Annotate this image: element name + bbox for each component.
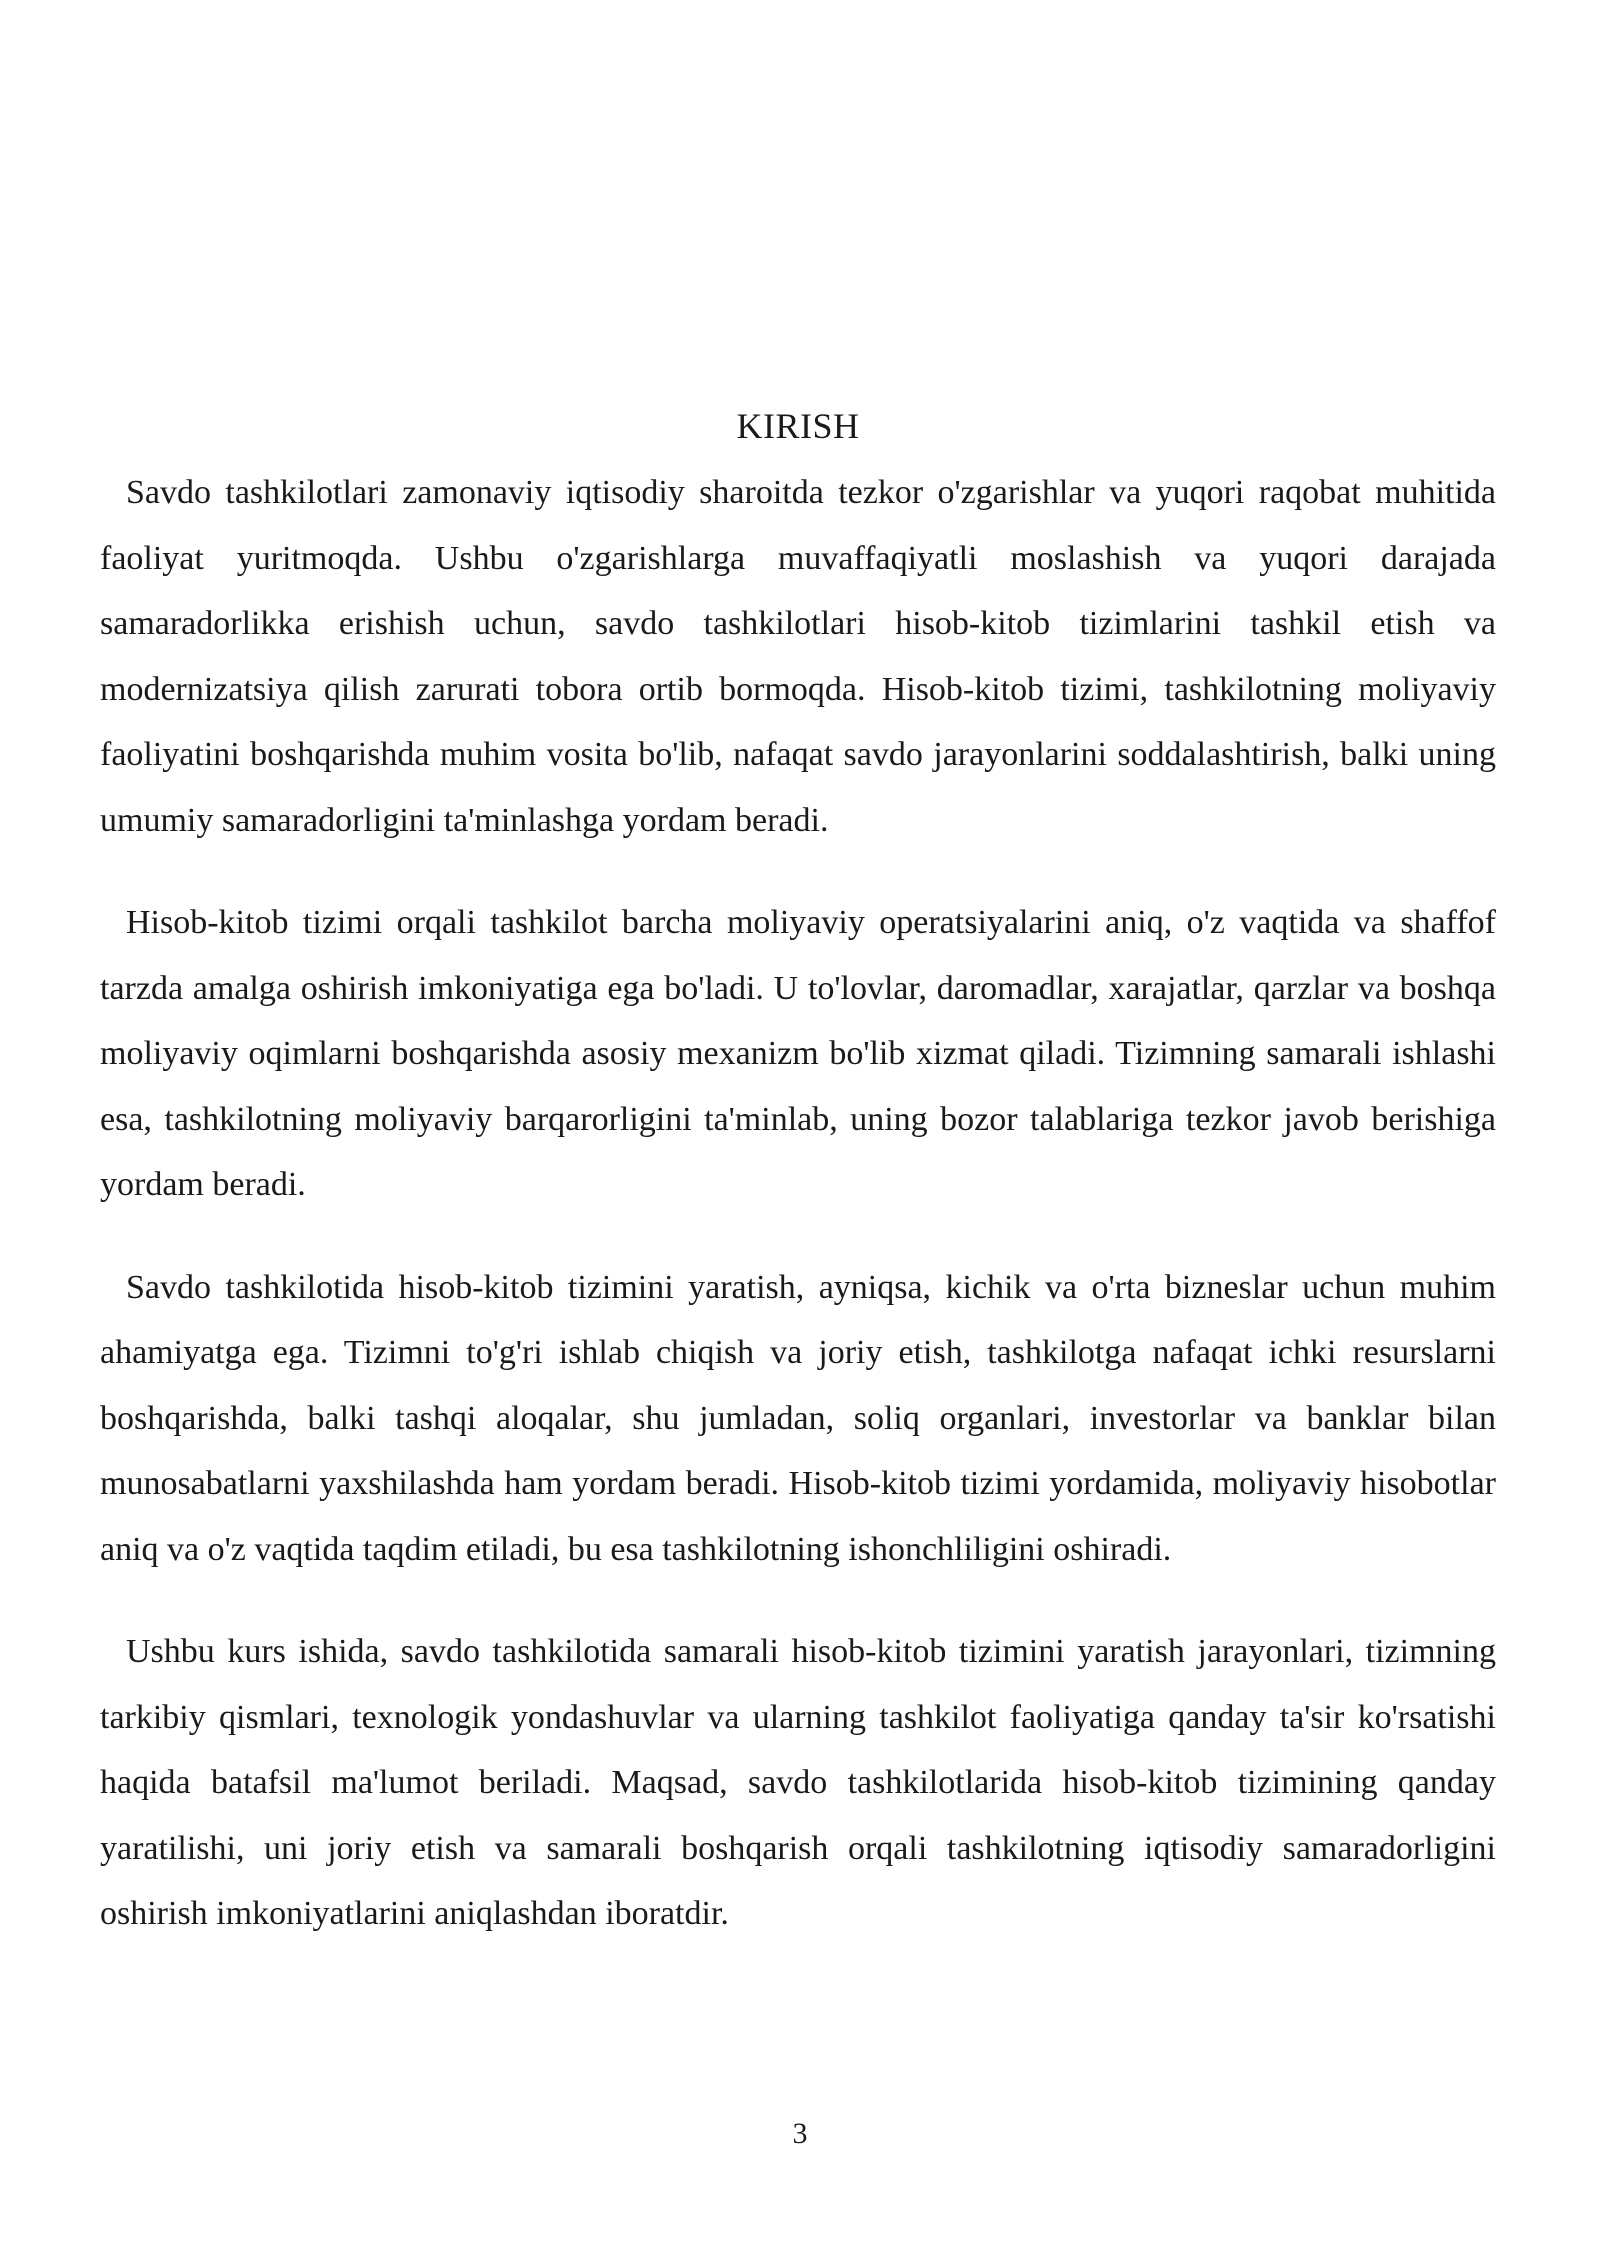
page-content [100, 400, 1496, 1984]
page-number: 3 [792, 2117, 808, 2150]
paragraph-2: Hisob-kitob tizimi orqali tashkilot barcha moliyaviy operatsiyalarini aniq, o'z vaqtida va shaffof tarzda amalga oshirish imkoniyatiga ega bo'ladi. U to'lovlar, daromadlar, xarajatlar, qarzlar va boshqa moliyaviy oqimlarni boshqarishda asosiy mexanizm bo'lib xizmat qiladi. Tizimning samarali ishlashi esa, tashkilotning moliyaviy barqarorligini ta'minlab, uning bozor talablariga tezkor javob berishiga yordam beradi. [100, 904, 1496, 1203]
section-title: KIRISH [736, 406, 860, 446]
paragraph-3: Savdo tashkilotida hisob-kitob tizimini yaratish, ayniqsa, kichik va o'rta bizneslar uchun muhim ahamiyatga ega. Tizimni to'g'ri ishlab chiqish va joriy etish, tashkilotga nafaqat ichki resurslarni boshqarishda, balki tashqi aloqalar, shu jumladan, soliq organlari, investorlar va banklar bilan munosabatlarni yaxshilashda ham yordam beradi. Hisob-kitob tizimi yordamida, moliyaviy hisobotlar aniq va o'z vaqtida taqdim etiladi, bu esa tashkilotning ishonchliligini oshiradi. [100, 1268, 1496, 1568]
paragraph-1: Savdo tashkilotlari zamonaviy iqtisodiy sharoitda tezkor o'zgarishlar va yuqori raqobat muhitida faoliyat yuritmoqda. Ushbu o'zgarishlarga muvaffaqiyatli moslashish va yuqori darajada samaradorlikka erishish uchun, savdo tashkilotlari hisob-kitob tizimlarini tashkil etish va modernizatsiya qilish zarurati tobora ortib bormoqda. Hisob-kitob tizimi, tashkilotning moliyaviy faoliyatini boshqarishda muhim vosita bo'lib, nafaqat savdo jarayonlarini soddalashtirish, balki uning umumiy samaradorligini ta'minlashga yordam beradi. [100, 474, 1496, 839]
paragraph-4: Ushbu kurs ishida, savdo tashkilotida samarali hisob-kitob tizimini yaratish jarayonlari, tizimning tarkibiy qismlari, texnologik yondashuvlar va ularning tashkilot faoliyatiga qanday ta'sir ko'rsatishi haqida batafsil ma'lumot beriladi. Maqsad, savdo tashkilotlarida hisob-kitob tizimining qanday yaratilishi, uni joriy etish va samarali boshqarish orqali tashkilotning iqtisodiy samaradorligini oshirish imkoniyatlarini aniqlashdan iboratdir. [100, 1633, 1496, 1932]
